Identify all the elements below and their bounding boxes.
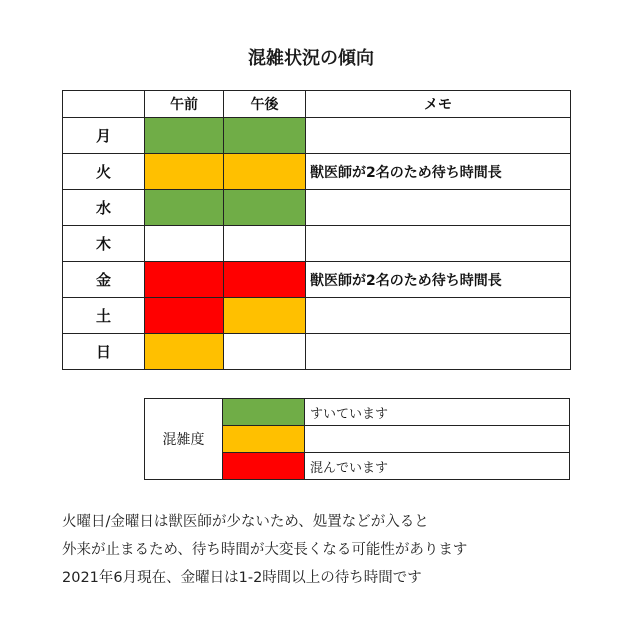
- table-row: [63, 262, 571, 298]
- day-cell: 月: [63, 118, 145, 154]
- note-line: 火曜日/金曜日は獣医師が少ないため、処置などが入ると: [62, 514, 429, 530]
- legend-swatch: [223, 453, 305, 480]
- table-header-row: [63, 91, 571, 118]
- table-row: [63, 118, 571, 154]
- afternoon-status-cell: [224, 118, 306, 154]
- notes: [62, 508, 602, 592]
- header-afternoon: 午後: [224, 91, 306, 118]
- memo-cell: [306, 118, 571, 154]
- memo-cell: [306, 298, 571, 334]
- day-cell: 木: [63, 226, 145, 262]
- memo-cell: [306, 190, 571, 226]
- legend-swatch: [223, 426, 305, 453]
- day-cell: 金: [63, 262, 145, 298]
- memo-cell: 獣医師が2名のため待ち時間長: [306, 262, 571, 298]
- afternoon-status-cell: [224, 154, 306, 190]
- day-cell: 水: [63, 190, 145, 226]
- afternoon-status-cell: [224, 190, 306, 226]
- note-line: 2021年6月現在、金曜日は1-2時間以上の待ち時間です: [62, 570, 422, 586]
- legend-label: 混雑度: [145, 399, 223, 480]
- header-memo: メモ: [306, 91, 571, 118]
- table-row: [63, 226, 571, 262]
- legend-swatch: [223, 399, 305, 426]
- day-cell: 火: [63, 154, 145, 190]
- morning-status-cell: [145, 334, 224, 370]
- page-title: 混雑状況の傾向: [248, 48, 374, 69]
- legend-text: [305, 426, 570, 453]
- morning-status-cell: [145, 154, 224, 190]
- afternoon-status-cell: [224, 298, 306, 334]
- morning-status-cell: [145, 298, 224, 334]
- header-morning: 午前: [145, 91, 224, 118]
- table-row: [63, 190, 571, 226]
- legend-text: 混んでいます: [305, 453, 570, 480]
- table-row: [63, 334, 571, 370]
- congestion-table: [62, 90, 571, 370]
- afternoon-status-cell: [224, 262, 306, 298]
- legend-text: すいています: [305, 399, 570, 426]
- morning-status-cell: [145, 118, 224, 154]
- table-row: [63, 154, 571, 190]
- morning-status-cell: [145, 262, 224, 298]
- memo-cell: [306, 334, 571, 370]
- day-cell: 土: [63, 298, 145, 334]
- memo-cell: 獣医師が2名のため待ち時間長: [306, 154, 571, 190]
- note-line: 外来が止まるため、待ち時間が大変長くなる可能性があります: [62, 542, 468, 558]
- day-cell: 日: [63, 334, 145, 370]
- table-row: [63, 298, 571, 334]
- afternoon-status-cell: [224, 226, 306, 262]
- morning-status-cell: [145, 226, 224, 262]
- afternoon-status-cell: [224, 334, 306, 370]
- header-blank: [63, 91, 145, 118]
- congestion-legend: [144, 398, 570, 480]
- memo-cell: [306, 226, 571, 262]
- legend-row: [145, 399, 570, 426]
- morning-status-cell: [145, 190, 224, 226]
